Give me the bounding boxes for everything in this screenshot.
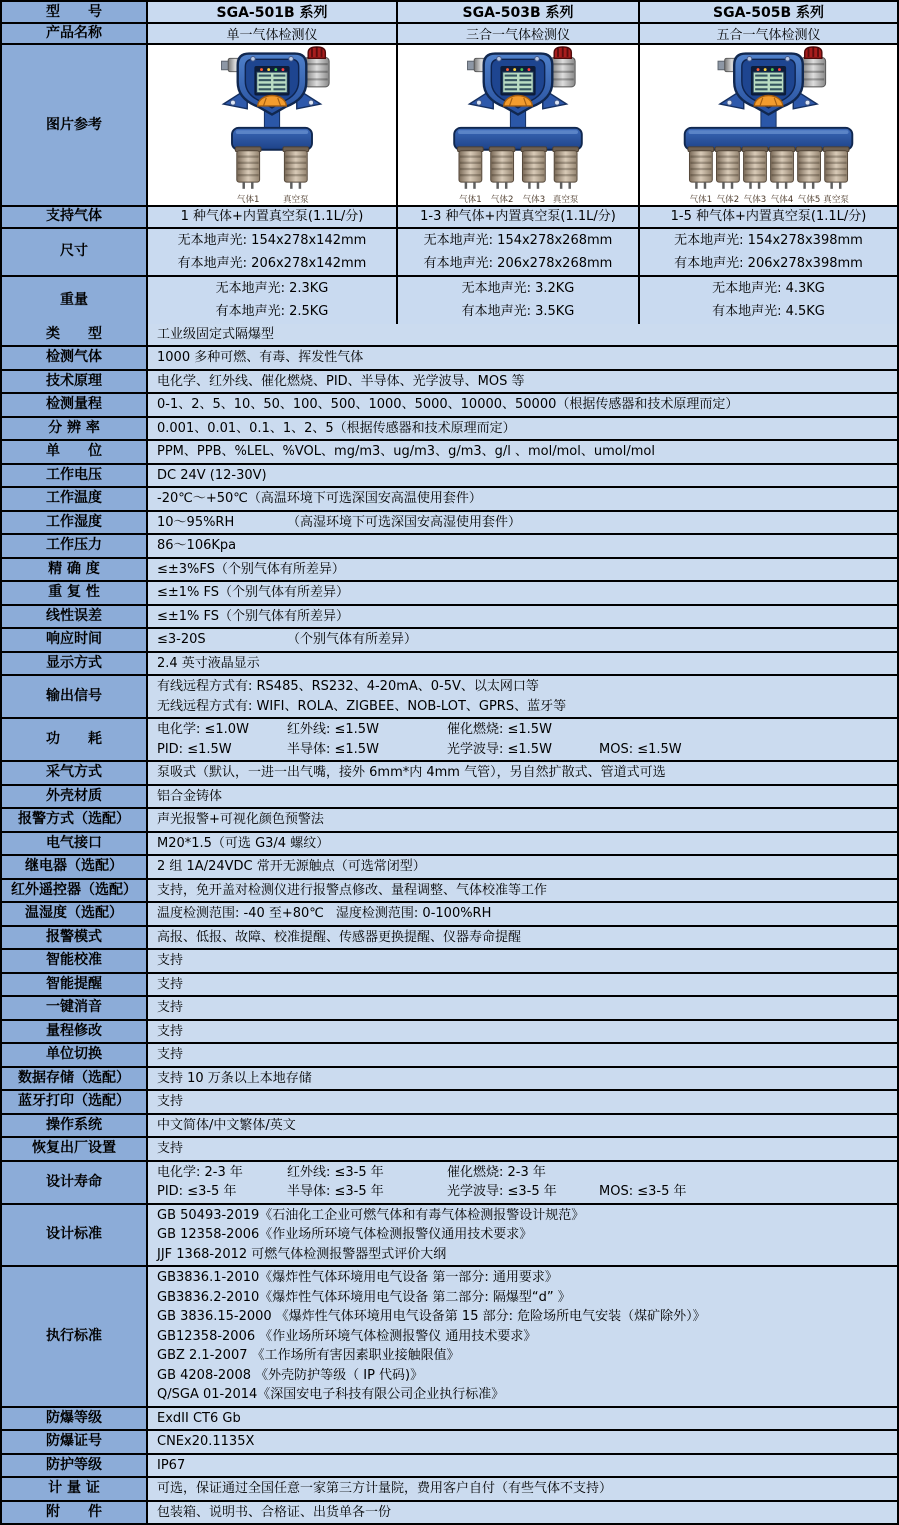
spec-row [2,559,897,583]
spec-line: 支持 [157,1047,184,1062]
spec-row [2,1138,897,1162]
spec-value [148,1138,897,1160]
spec-value [148,606,897,628]
spec-line: CNEx20.1135X [157,1434,255,1449]
spec-line: 可选，保证通过全国任意一家第三方计量院，费用客户自付（有些气体不支持） [157,1481,613,1496]
row-label: 防爆证号 [2,1431,148,1453]
row-label: 工作电压 [2,465,148,487]
spec-segment: （高湿环境下可选深国安高湿使用套件） [287,514,522,530]
row-label: 类 型 [2,324,148,346]
spec-value [148,653,897,675]
spec-line: GB12358-2006 《作业场所环境气体检测报警仪 通用技术要求》 [157,1328,537,1344]
row-product-name [2,24,897,45]
spec-line [157,630,893,650]
model-value [148,229,398,275]
spec-row [2,347,897,371]
spec-line: GBZ 2.1-2007 《工作场所有害因素职业接触限值》 [157,1348,460,1363]
spec-line: 有线远程方式有: RS485、RS232、4-20mA、0-5V、以太网口等 [157,679,539,694]
spec-segment: 光学波导: ≤1.5W [447,741,552,757]
row-label: 采气方式 [2,762,148,784]
spec-line [157,1182,893,1202]
spec-row [2,927,897,951]
gas-detector-illustration [398,45,638,205]
spec-line: GB3836.1-2010《爆炸性气体环境用电气设备 第一部分: 通用要求》 [157,1270,558,1285]
spec-value [148,676,897,717]
model-value [398,207,640,227]
spec-line: 有本地声光: 2.5KG [215,304,329,319]
row-label: 温湿度（选配） [2,903,148,925]
spec-segment: 红外线: ≤3-5 年 [287,1164,384,1180]
svg-text:真空泵: 真空泵 [552,195,579,205]
spec-row [2,1408,897,1432]
row-model [2,2,897,24]
spec-segment: 半导体: ≤3-5 年 [287,1184,384,1199]
row-label: 重 复 性 [2,582,148,604]
spec-value [148,629,897,651]
svg-text:气体2: 气体2 [490,195,514,205]
model-row [2,207,897,229]
row-image-reference [2,45,897,207]
svg-text:气体1: 气体1 [689,195,713,205]
spec-row [2,488,897,512]
spec-value [148,347,897,369]
row-label: 蓝牙打印（选配） [2,1091,148,1113]
spec-value [148,371,897,393]
svg-text:气体1: 气体1 [459,195,482,205]
spec-value [148,1068,897,1090]
row-label: 外壳材质 [2,786,148,808]
spec-row [2,719,897,762]
spec-line: IP67 [157,1457,186,1473]
spec-row [2,1478,897,1502]
spec-line: M20*1.5（可选 G3/4 螺纹） [157,835,330,851]
product-name-2: 三合一气体检测仪 [398,24,640,43]
spec-row [2,1502,897,1524]
spec-segment: 湿度检测范围: 0-100%RH [335,906,492,921]
row-label: 显示方式 [2,653,148,675]
spec-line: 86～106Kpa [157,538,237,553]
spec-row [2,762,897,786]
spec-value [148,441,897,463]
spec-line [157,904,893,924]
spec-line: 无本地声光: 3.2KG [461,281,575,296]
spec-line: 支持 [157,1141,184,1156]
row-label: 操作系统 [2,1115,148,1137]
spec-value [148,512,897,534]
spec-row [2,997,897,1021]
spec-value [148,719,897,760]
spec-line: 支持 [157,1023,184,1039]
spec-line: 中文简体/中文繁体/英文 [157,1117,296,1133]
spec-row [2,974,897,998]
spec-value [148,1115,897,1137]
spec-segment: 催化燃烧: ≤1.5W [447,722,552,737]
spec-segment: 催化燃烧: 2-3 年 [447,1164,546,1180]
spec-value [148,1021,897,1043]
spec-value [148,927,897,949]
device-image-triple [398,45,640,205]
spec-line: ≤±1% FS（个别气体有所差异） [157,585,350,600]
spec-line [157,1163,893,1183]
row-label: 附 件 [2,1502,148,1524]
spec-row [2,1115,897,1139]
row-label: 继电器（选配） [2,856,148,878]
spec-line: 1-5 种气体+内置真空泵(1.1L/分) [670,209,867,224]
spec-line [157,720,893,740]
spec-value [148,1205,897,1266]
spec-segment: 10～95%RH [157,514,235,530]
device-image-single [148,45,398,205]
spec-row [2,629,897,653]
spec-row [2,512,897,536]
spec-value [148,559,897,581]
spec-row [2,606,897,630]
model-name-1: SGA-501B 系列 [148,2,398,22]
spec-segment: 红外线: ≤1.5W [287,722,379,737]
row-label: 报警模式 [2,927,148,949]
spec-line: 无本地声光: 4.3KG [712,281,825,296]
spec-line: 支持 10 万条以上本地存储 [157,1070,312,1086]
product-name-3: 五合一气体检测仪 [640,24,897,43]
spec-row [2,1021,897,1045]
row-label: 量程修改 [2,1021,148,1043]
spec-row [2,1455,897,1479]
spec-line: 0.001、0.01、0.1、1、2、5（根据传感器和技术原理而定） [157,420,516,436]
row-label: 设计标准 [2,1205,148,1266]
row-label: 输出信号 [2,676,148,717]
row-label-image: 图片参考 [2,45,148,205]
spec-value [148,856,897,878]
model-value [640,229,897,275]
spec-segment: 半导体: ≤1.5W [287,741,379,757]
spec-line: 电化学、红外线、催化燃烧、PID、半导体、光学波导、MOS 等 [157,373,525,389]
spec-row [2,880,897,904]
svg-text:气体3: 气体3 [522,195,546,205]
spec-line: 无本地声光: 2.3KG [215,281,329,296]
spec-value [148,1478,897,1500]
row-label: 防护等级 [2,1455,148,1477]
spec-line: ExdII CT6 Gb [157,1410,241,1426]
gas-detector-illustration [640,45,897,205]
spec-row [2,394,897,418]
spec-line: 泵吸式（默认，一进一出气嘴，接外 6mm*内 4mm 气管），另自然扩散式、管道式可选 [157,765,666,780]
row-label: 工作压力 [2,535,148,557]
spec-line: 支持 [157,976,184,992]
row-label: 数据存储（选配） [2,1068,148,1090]
spec-segment: 电化学: 2-3 年 [157,1164,243,1180]
row-label: 精 确 度 [2,559,148,581]
product-name-1: 单一气体检测仪 [148,24,398,43]
row-label: 检测量程 [2,394,148,416]
spec-line [157,513,893,533]
spec-line: 高报、低报、故障、校准提醒、传感器更换提醒、仪器寿命提醒 [157,929,522,945]
spec-line: 有本地声光: 206x278x398mm [674,255,863,271]
model-value [148,277,398,324]
spec-value [148,786,897,808]
spec-line: 有本地声光: 3.5KG [461,304,575,319]
spec-value [148,1267,897,1406]
row-label: 响应时间 [2,629,148,651]
spec-value [148,465,897,487]
spec-value [148,997,897,1019]
spec-segment: 光学波导: ≤3-5 年 [447,1184,557,1199]
spec-segment: 温度检测范围: -40 至+80℃ [157,906,324,921]
spec-line: 无本地声光: 154x278x398mm [674,232,863,248]
spec-value [148,582,897,604]
spec-row [2,371,897,395]
spec-segment: MOS: ≤1.5W [599,741,682,757]
spec-row [2,903,897,927]
spec-line: ≤±1% FS（个别气体有所差异） [157,608,350,624]
spec-segment: PID: ≤3-5 年 [157,1184,237,1199]
model-value [398,229,640,275]
spec-row [2,1162,897,1205]
row-label: 重量 [2,277,148,324]
model-value [398,277,640,324]
row-label: 智能校准 [2,950,148,972]
spec-line: 无线远程方式有: WIFI、ROLA、ZIGBEE、NOB-LOT、GPRS、蓝牙等 [157,698,567,714]
spec-row [2,418,897,442]
spec-row [2,1068,897,1092]
spec-line: 支持，免开盖对检测仪进行报警点修改、量程调整、气体校准等工作 [157,882,548,898]
svg-text:气体4: 气体4 [770,195,794,205]
spec-line [157,740,893,760]
spec-value [148,950,897,972]
row-label: 报警方式（选配） [2,809,148,831]
spec-line: 包装箱、说明书、合格证、出货单各一份 [157,1504,392,1520]
spec-row [2,535,897,559]
row-label: 防爆等级 [2,1408,148,1430]
row-label: 设计寿命 [2,1162,148,1203]
spec-line: 支持 [157,1094,184,1109]
spec-row [2,786,897,810]
spec-value [148,1431,897,1453]
row-label: 技术原理 [2,371,148,393]
row-label: 工作湿度 [2,512,148,534]
spec-value [148,418,897,440]
spec-line: 0-1、2、5、10、50、100、500、1000、5000、10000、50000（根据传感器和技术原理而定） [157,397,739,412]
spec-line: GB 3836.15-2000 《爆炸性气体环境用电气设备第 15 部分: 危险场所电气安装（煤矿除外）》 [157,1309,706,1324]
model-row [2,229,897,277]
model-value [640,207,897,227]
row-label-model: 型 号 [2,2,148,22]
spec-line: 有本地声光: 206x278x142mm [177,255,367,271]
spec-line: 1 种气体+内置真空泵(1.1L/分) [180,209,364,224]
spec-row [2,465,897,489]
spec-value [148,1091,897,1113]
spec-row [2,653,897,677]
gas-detector-illustration [148,45,396,205]
row-label: 计 量 证 [2,1478,148,1500]
spec-row [2,324,897,348]
spec-line: -20℃～+50℃（高温环境下可选深国安高温使用套件） [157,491,482,506]
spec-value [148,1455,897,1477]
spec-line: JJF 1368-2012 可燃气体检测报警器型式评价大纲 [157,1246,447,1262]
row-label: 恢复出厂设置 [2,1138,148,1160]
model-value [640,277,897,324]
row-label: 工作温度 [2,488,148,510]
spec-line: 1000 多种可燃、有毒、挥发性气体 [157,350,364,365]
row-label: 电气接口 [2,833,148,855]
spec-row [2,676,897,719]
spec-row [2,809,897,833]
spec-value [148,488,897,510]
spec-segment: MOS: ≤3-5 年 [599,1184,687,1199]
model-row [2,277,897,324]
row-label: 尺寸 [2,229,148,275]
spec-segment: （个别气体有所差异） [287,632,418,647]
spec-value [148,903,897,925]
model-spec-rows [2,207,897,324]
spec-line: GB 4208-2008 《外壳防护等级（ IP 代码)》 [157,1367,424,1383]
spec-row [2,1044,897,1068]
row-label: 红外遥控器（选配） [2,880,148,902]
spec-line: 无本地声光: 154x278x142mm [177,232,367,248]
spec-line: 有本地声光: 4.5KG [712,304,825,319]
spec-line: 工业级固定式隔爆型 [157,326,275,342]
spec-value [148,394,897,416]
spec-segment: PID: ≤1.5W [157,741,232,757]
spec-row [2,1267,897,1408]
spec-value [148,324,897,346]
row-label: 执行标准 [2,1267,148,1406]
spec-line: GB3836.2-2010《爆炸性气体环境用电气设备 第二部分: 隔爆型“d” 》 [157,1289,571,1305]
svg-text:气体2: 气体2 [716,195,740,205]
spec-line: 声光报警+可视化颜色预警法 [157,812,324,827]
spec-line: 铝合金铸体 [157,788,223,804]
spec-line: 支持 [157,1000,184,1015]
spec-value [148,1162,897,1203]
spec-row [2,441,897,465]
row-label: 一键消音 [2,997,148,1019]
spec-value [148,1502,897,1524]
spec-line: Q/SGA 01-2014《深国安电子科技有限公司企业执行标准》 [157,1387,505,1402]
spec-line: 支持 [157,953,184,968]
row-label: 单 位 [2,441,148,463]
row-label: 线性误差 [2,606,148,628]
device-image-five [640,45,897,205]
svg-text:真空泵: 真空泵 [823,195,849,205]
row-label: 功 耗 [2,719,148,760]
spec-row [2,1431,897,1455]
row-label: 检测气体 [2,347,148,369]
spec-value [148,535,897,557]
spec-line: GB 12358-2006《作业场所环境气体检测报警仪通用技术要求》 [157,1227,533,1242]
spec-row [2,1205,897,1268]
spec-value [148,833,897,855]
spec-value [148,880,897,902]
spec-line: DC 24V (12-30V) [157,467,267,483]
spec-value [148,809,897,831]
spec-value [148,1408,897,1430]
row-label: 智能提醒 [2,974,148,996]
spec-line: 有本地声光: 206x278x268mm [423,255,613,271]
model-name-2: SGA-503B 系列 [398,2,640,22]
spec-line: 2 组 1A/24VDC 常开无源触点（可选常闭型） [157,859,426,874]
spec-row [2,833,897,857]
model-name-3: SGA-505B 系列 [640,2,897,22]
row-label-product: 产品名称 [2,24,148,43]
spec-value [148,1044,897,1066]
spec-line: GB 50493-2019《石油化工企业可燃气体和有毒气体检测报警设计规范》 [157,1207,585,1223]
spec-row [2,582,897,606]
row-label: 分 辨 率 [2,418,148,440]
spec-segment: ≤3-20S [157,632,206,647]
spec-line: 1-3 种气体+内置真空泵(1.1L/分) [420,209,616,224]
model-value [148,207,398,227]
spec-rows [2,324,897,1524]
spec-value [148,762,897,784]
spec-line: ≤±3%FS（个别气体有所差异） [157,561,345,577]
spec-line: 无本地声光: 154x278x268mm [423,232,613,248]
row-label: 单位切换 [2,1044,148,1066]
spec-row [2,856,897,880]
spec-segment: 电化学: ≤1.0W [157,722,249,737]
svg-text:真空泵: 真空泵 [282,195,309,205]
svg-text:气体1: 气体1 [236,195,260,205]
spec-line: PPM、PPB、%LEL、%VOL、mg/m3、ug/m3、g/m3、g/l 、mol/mol、umol/mol [157,444,655,459]
row-label: 支持气体 [2,207,148,227]
spec-row [2,1091,897,1115]
spec-row [2,950,897,974]
svg-text:气体5: 气体5 [797,195,821,205]
svg-text:气体3: 气体3 [743,195,767,205]
spec-value [148,974,897,996]
spec-line: 2.4 英寸液晶显示 [157,655,260,671]
